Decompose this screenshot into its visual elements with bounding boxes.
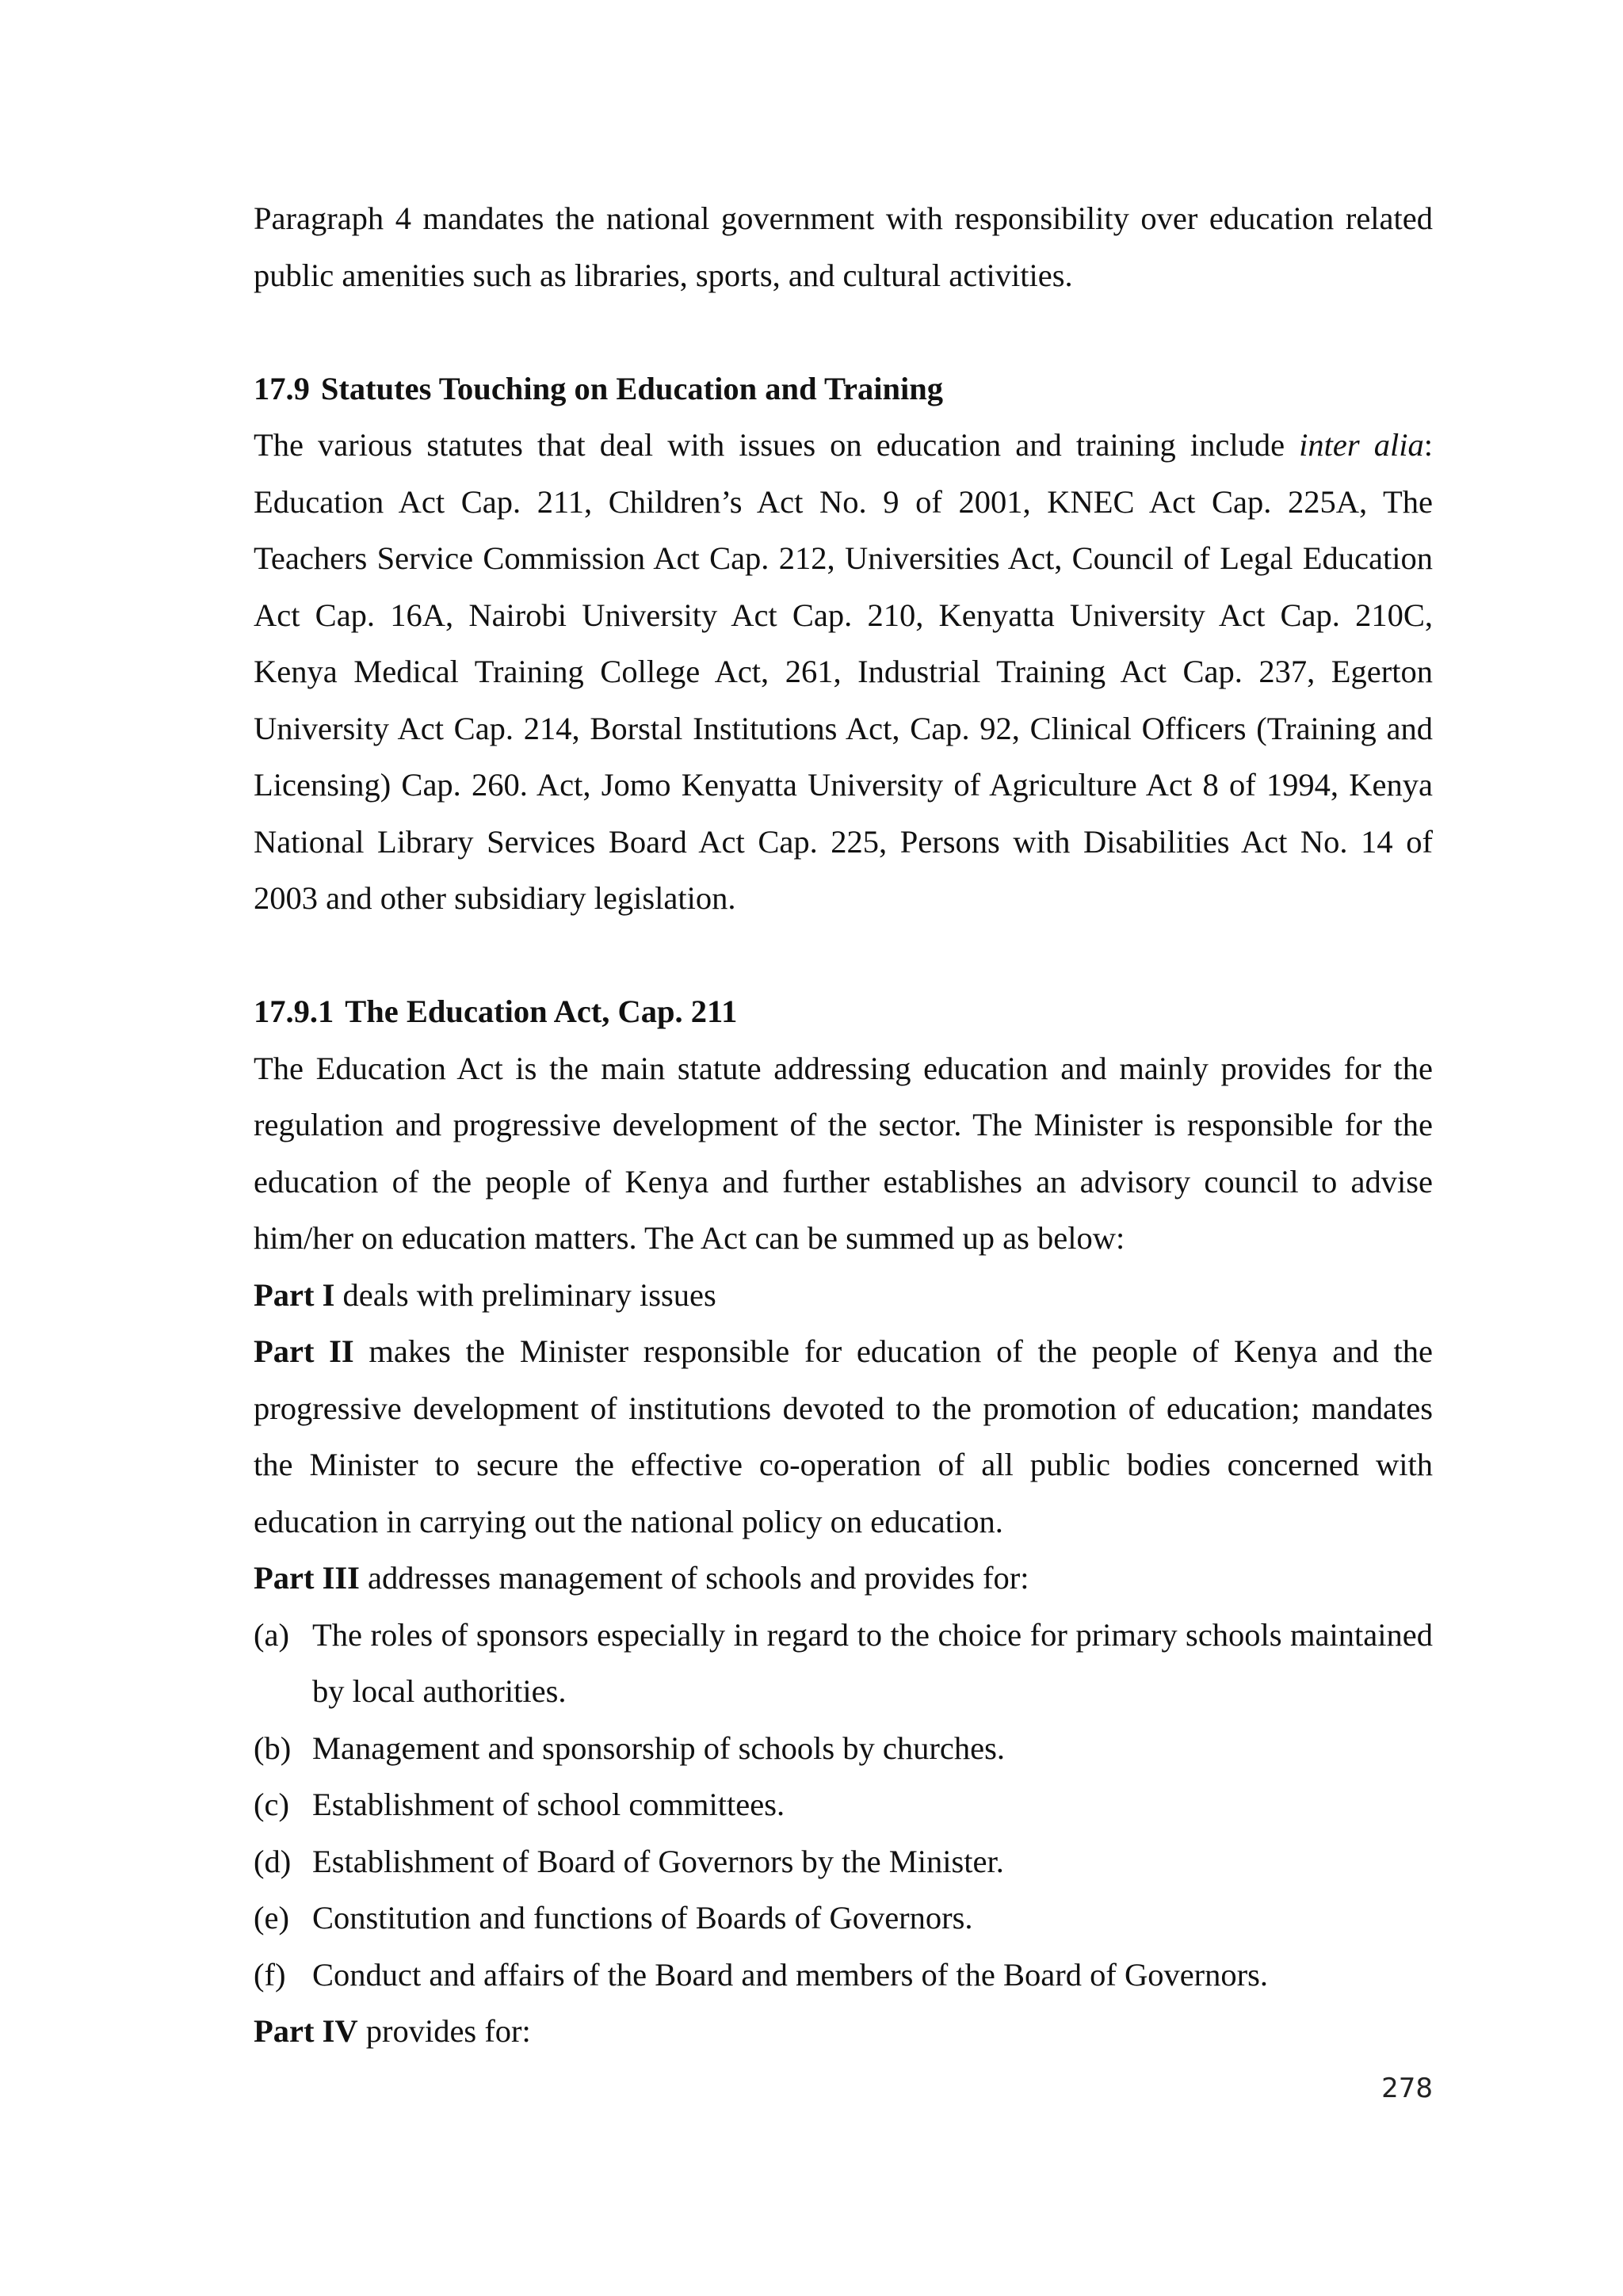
- list-item: [254, 1776, 1433, 1833]
- part-3-text: addresses management of schools and provides for:: [359, 1560, 1029, 1596]
- list-marker: (e): [254, 1900, 289, 1936]
- list-item-text: Establishment of Board of Governors by the Minister.: [312, 1843, 1004, 1879]
- list-item-text: Management and sponsorship of schools by churches.: [312, 1730, 1005, 1766]
- part-3-paragraph: [254, 1550, 1433, 1607]
- list-marker: (b): [254, 1730, 292, 1766]
- part-2-text: makes the Minister responsible for education of the people of Kenya and the progressive development of institutions devoted to the promotion of education; mandates the Minister to secure the effective co-operation of all public bodies concerned with education in carrying out the national policy on education.: [254, 1333, 1433, 1539]
- part-1-text: deals with preliminary issues: [334, 1276, 716, 1313]
- section-title: Statutes Touching on Education and Training: [320, 370, 944, 406]
- document-page: [254, 190, 1433, 2060]
- part-3-label: Part III: [254, 1560, 360, 1596]
- list-item: [254, 1833, 1433, 1890]
- section-heading-17-9-1: [254, 983, 1433, 1040]
- intro-paragraph: Paragraph 4 mandates the national government with responsibility over education related public amenities such as libraries, sports, and cultural activities.: [254, 200, 1433, 293]
- list-item: [254, 1890, 1433, 1947]
- part-2-label: Part II: [254, 1333, 354, 1369]
- list-item: [254, 1947, 1433, 2004]
- list-item-text: Establishment of school committees.: [312, 1787, 785, 1822]
- part-3-list: [254, 1607, 1433, 2004]
- list-item-text: Conduct and affairs of the Board and members of the Board of Governors.: [312, 1956, 1269, 1993]
- statutes-text-start: The various statutes that deal with issues on education and training include: [254, 427, 1300, 463]
- statutes-text-rest: : Education Act Cap. 211, Children’s Act No. 9 of 2001, KNEC Act Cap. 225A, The Teachers Service Commission Act Cap. 212, Universities Act, Council of Legal Education Act Cap. 16A, Nairobi University Act Cap. 210, Kenyatta University Act Cap. 210C, Kenya Medical Training College Act, 261, Industrial Training Act Cap. 237, Egerton University Act Cap. 214, Borstal Institutions Act, Cap. 92, Clinical Officers (Training and Licensing) Cap. 260. Act, Jomo Kenyatta University of Agriculture Act 8 of 1994, Kenya National Library Services Board Act Cap. 225, Persons with Disabilities Act No. 14 of 2003 and other subsidiary legislation.: [254, 427, 1433, 916]
- part-1-paragraph: [254, 1267, 1433, 1324]
- part-1-label: Part I: [254, 1276, 335, 1313]
- page-number: 278: [1381, 2073, 1433, 2104]
- part-4-paragraph: [254, 2003, 1433, 2060]
- statutes-italic-phrase: inter alia: [1299, 427, 1424, 463]
- part-4-text: provides for:: [357, 2013, 531, 2049]
- list-marker: (f): [254, 1956, 286, 1993]
- list-marker: (d): [254, 1843, 292, 1879]
- list-item-text: The roles of sponsors especially in regard to the choice for primary schools maintained by local authorities.: [312, 1616, 1433, 1709]
- section-number: 17.9.1: [254, 994, 334, 1029]
- section-number: 17.9: [254, 370, 310, 406]
- list-item: [254, 1607, 1433, 1720]
- list-item: [254, 1720, 1433, 1777]
- education-act-paragraph: The Education Act is the main statute addressing education and mainly provides for the regulation and progressive development of the sector. The Minister is responsible for the education of the people of Kenya and further establishes an advisory council to advise him/her on education matters. The Act can be summed up as below:: [254, 1050, 1433, 1256]
- section-title: The Education Act, Cap. 211: [345, 994, 738, 1029]
- part-2-paragraph: [254, 1323, 1433, 1550]
- section-heading-17-9: [254, 360, 1433, 418]
- list-item-text: Constitution and functions of Boards of Governors.: [312, 1900, 973, 1936]
- part-4-label: Part IV: [254, 2013, 358, 2049]
- statutes-paragraph: [254, 417, 1433, 927]
- spacer: [254, 303, 1433, 360]
- list-marker: (c): [254, 1787, 289, 1822]
- spacer: [254, 927, 1433, 984]
- list-marker: (a): [254, 1616, 289, 1653]
